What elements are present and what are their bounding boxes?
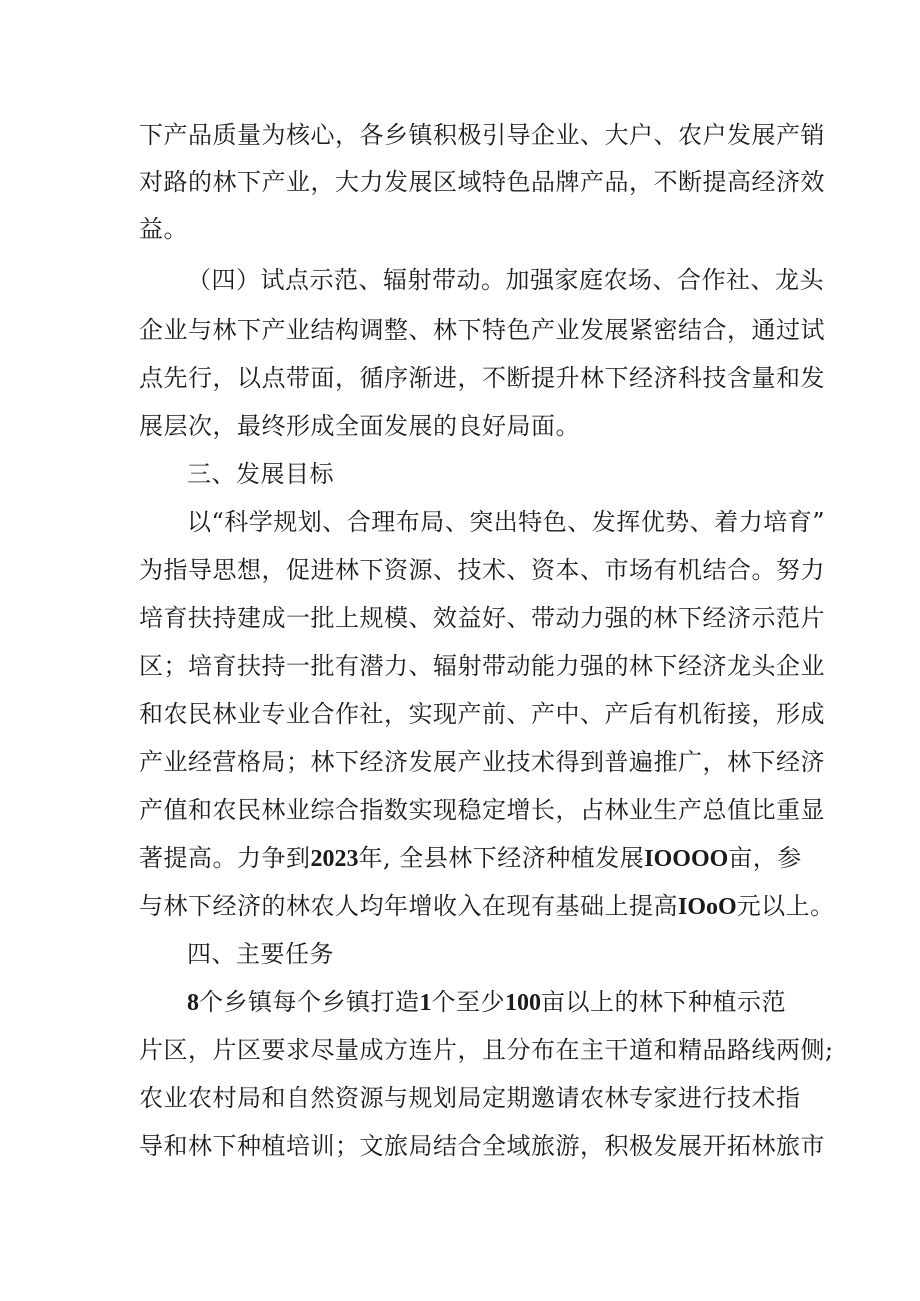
area-number: IOOOO: [644, 846, 729, 872]
paragraph-line: 企业与林下产业结构调整、林下特色产业发展紧密结合，通过试: [139, 316, 825, 344]
paragraph-line: [187, 987, 786, 1018]
income-number: IOoO: [678, 894, 737, 920]
text-fragment: 年, 全县林下经济种植发展: [358, 844, 645, 872]
paragraph-line: 下产品质量为核心，各乡镇积极引导企业、大户、农户发展产销: [139, 121, 825, 149]
text-fragment: 个至少: [431, 988, 505, 1016]
paragraph-line: [139, 891, 835, 922]
text-fragment: 亩，参: [728, 844, 802, 872]
text-fragment: 个乡镇每个乡镇打造: [199, 988, 420, 1016]
paragraph-line: 产业经营格局；林下经济发展产业技术得到普遍推广，林下经济: [139, 748, 825, 776]
paragraph-line: 农业农村局和自然资源与规划局定期邀请农林专家进行技术指: [139, 1084, 801, 1112]
paragraph-line: 培育扶持建成一批上规模、效益好、带动力强的林下经济示范片: [139, 604, 825, 632]
text-fragment: 著提高。力争到: [139, 844, 311, 872]
paragraph-line: 点先行，以点带面，循序渐进，不断提升林下经济科技含量和发: [139, 364, 825, 392]
area-number: 100: [505, 990, 541, 1016]
year-number: 2023: [310, 846, 359, 872]
text-fragment: 元以上。: [736, 892, 835, 920]
paragraph-line: 和农民林业专业合作社，实现产前、产中、产后有机衔接，形成: [139, 700, 825, 728]
paragraph-line: 对路的林下产业，大力发展区域特色品牌产品，不断提高经济效: [139, 168, 825, 196]
count-number: 8: [187, 990, 199, 1016]
text-fragment: 与林下经济的林农人均年增收入在现有基础上提高: [139, 892, 678, 920]
paragraph-line: 产值和农民林业综合指数实现稳定增长，占林业生产总值比重显: [139, 796, 825, 824]
count-number: 1: [419, 990, 432, 1016]
paragraph-line: 导和林下种植培训；文旅局结合全域旅游，积极发展开拓林旅市: [139, 1132, 825, 1160]
paragraph-line: 为指导思想，促进林下资源、技术、资本、市场有机结合。努力: [139, 556, 825, 584]
paragraph-line: 以“科学规划、合理布局、突出特色、发挥优势、着力培育”: [187, 508, 826, 536]
paragraph-line: 益。: [139, 215, 188, 243]
paragraph-line: [139, 843, 802, 874]
text-fragment: 亩以上的林下种植示范: [541, 988, 786, 1016]
paragraph-line: 展层次，最终形成全面发展的良好局面。: [139, 412, 580, 440]
section-heading: 四、主要任务: [187, 940, 334, 968]
section-heading: （四）试点示范、辐射带动。加强家庭农场、合作社、龙头: [187, 266, 824, 294]
paragraph-line: 区；培育扶持一批有潜力、辐射带动能力强的林下经济龙头企业: [139, 652, 825, 680]
section-heading: 三、发展目标: [187, 460, 334, 488]
paragraph-line: 片区，片区要求尽量成方连片，且分布在主干道和精品路线两侧;: [139, 1036, 834, 1064]
